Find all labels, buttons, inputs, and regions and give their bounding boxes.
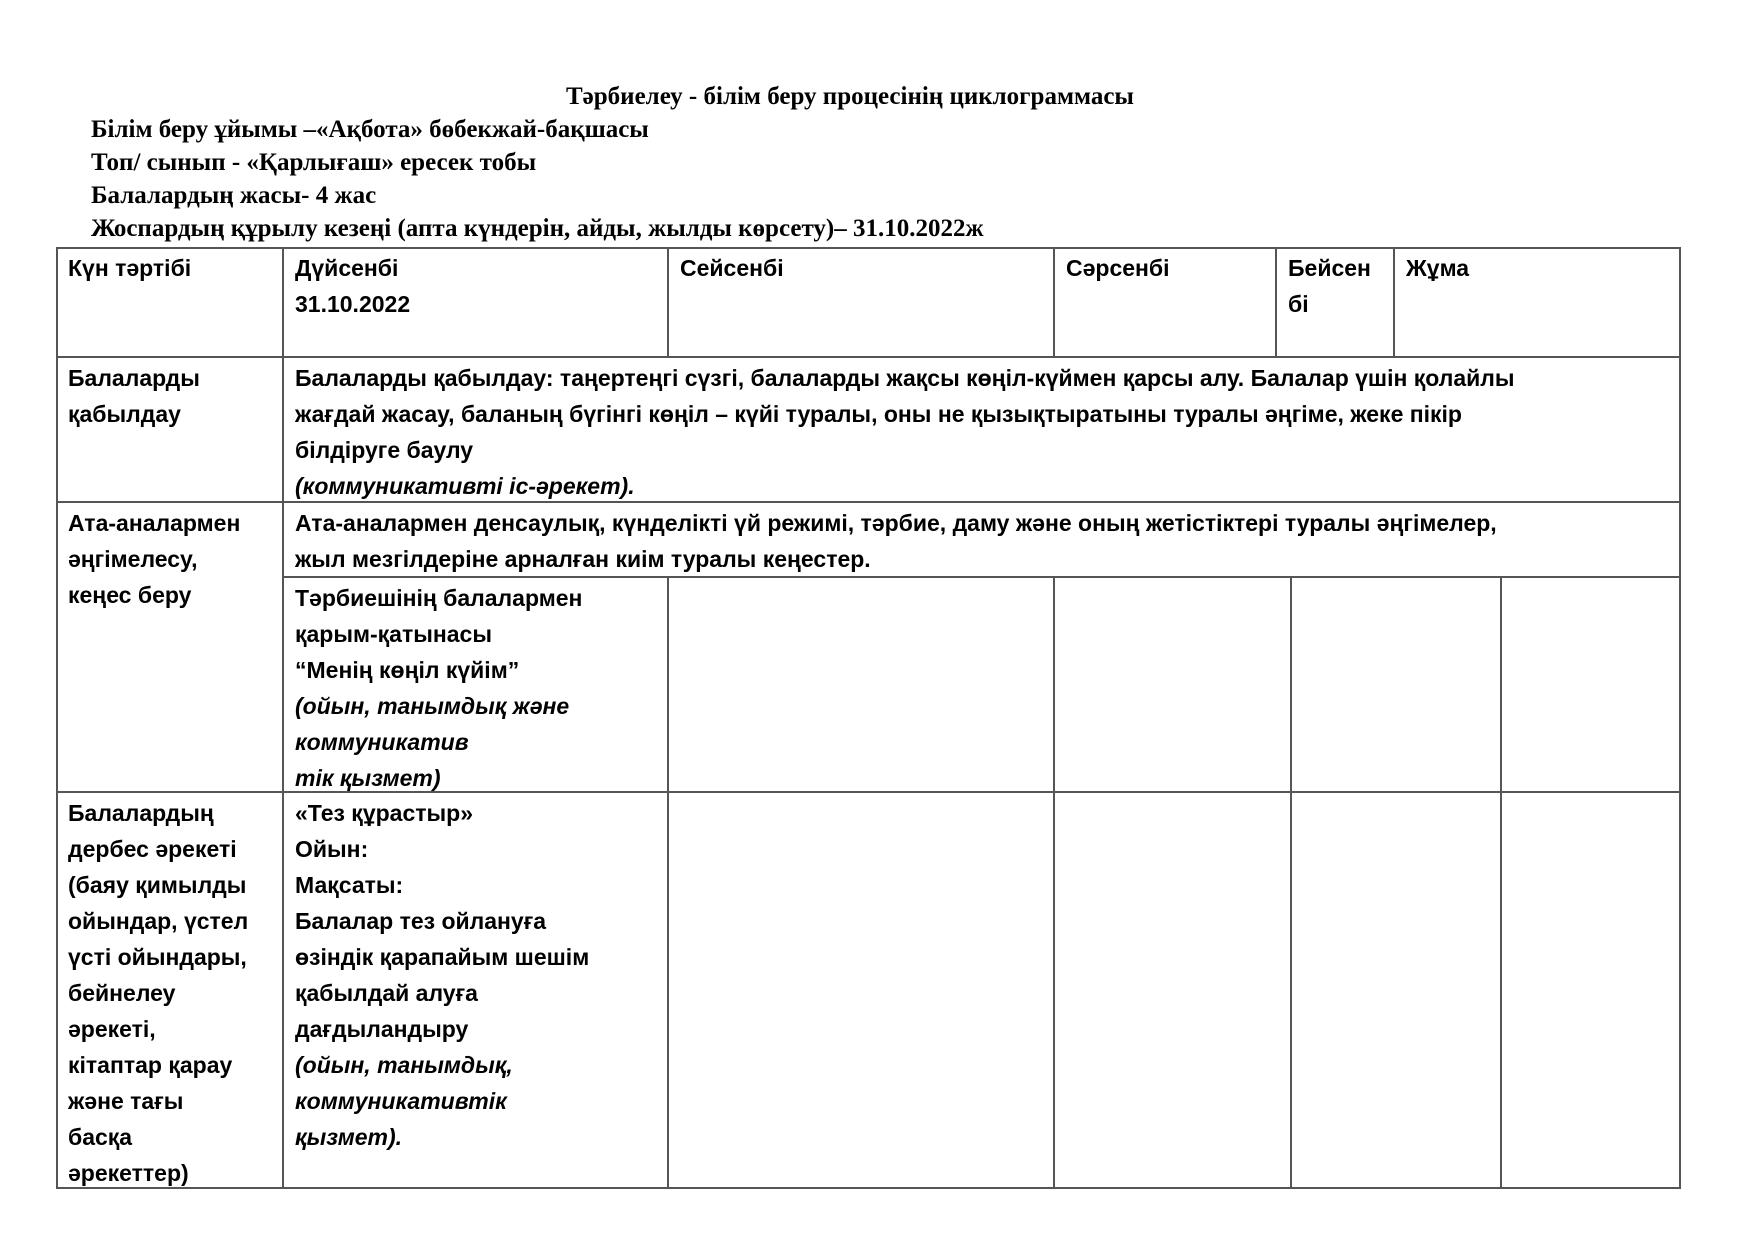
table-rule (282, 247, 284, 1189)
activity-type: қызмет). (295, 1124, 403, 1150)
document-title: Тәрбиелеу - білім беру процесінің циклограммасы (566, 83, 1134, 110)
monday-game-cell (295, 795, 589, 1155)
table-rule (667, 576, 669, 1189)
table-rule (56, 356, 1681, 358)
row-reception-content (295, 360, 1515, 504)
table-border-bottom (56, 1187, 1681, 1189)
content-line: “Менің көңіл күйім” (295, 657, 520, 683)
header-wednesday (1066, 250, 1170, 286)
period-line: Жоспардың құрылу кезеңі (апта күндерін, айды, жылды көрсету)– 31.10.2022ж (91, 215, 984, 242)
content-line: жыл мезгілдеріне арналған киім туралы кеңестер. (295, 546, 871, 572)
content-line: Ата-аналармен денсаулық, күнделікті үй режимі, тәрбие, даму және оның жетістіктері туралы әңгімелер, (295, 510, 1497, 536)
table-rule (1275, 247, 1277, 357)
activity-type: (коммуникативті іс-әрекет). (295, 473, 635, 499)
row-label-line: бейнелеу (68, 980, 176, 1006)
header-text: Жұма (1406, 255, 1470, 281)
organization-line: Білім беру ұйымы –«Ақбота» бөбекжай-бақшасы (91, 116, 649, 143)
activity-type: (ойын, танымдық, (295, 1052, 513, 1078)
row-label-line: Балаларды (68, 365, 200, 391)
content-line: Мақсаты: (295, 872, 404, 898)
header-text: Бейсен (1288, 255, 1371, 281)
row-label-line: және тағы (68, 1088, 184, 1114)
header-text: Сәрсенбі (1066, 255, 1170, 281)
content-line: дағдыландыру (295, 1016, 469, 1042)
activity-type: (ойын, танымдық және (295, 693, 570, 719)
content-line: жағдай жасау, баланың бүгінгі көңіл – күйі туралы, оны не қызықтыратыны туралы әңгіме, жеке пікір (295, 401, 1462, 427)
header-text: Дүйсенбі (295, 255, 399, 281)
row-label-line: кеңес беру (68, 582, 192, 608)
header-date: 31.10.2022 (295, 291, 411, 317)
activity-type: тік қызмет) (295, 765, 441, 791)
row-label-line: әңгімелесу, (68, 546, 198, 572)
row-label-line: Ата-аналармен (68, 510, 241, 536)
table-rule (1290, 576, 1292, 1189)
header-text: Сейсенбі (680, 255, 784, 281)
header-tuesday (680, 250, 784, 286)
row-label-line: ойындар, үстел (68, 908, 249, 934)
row-label-line: әрекеті, (68, 1016, 156, 1042)
activity-type: коммуникативтік (295, 1088, 507, 1114)
row-parents-label (68, 505, 240, 613)
table-border-right (1679, 247, 1681, 1189)
table-rule (1393, 247, 1395, 357)
table-rule (1053, 576, 1055, 1189)
content-line: қабылдай алуға (295, 980, 478, 1006)
row-label-line: әрекеттер) (68, 1160, 189, 1186)
content-line: Тәрбиешінің балалармен (295, 585, 583, 611)
monday-communication-cell (295, 580, 582, 796)
table-rule (1053, 247, 1055, 357)
header-text: бі (1288, 291, 1309, 317)
table-rule (1500, 576, 1502, 1189)
activity-type: коммуникатив (295, 729, 469, 755)
content-line: Ойын: (295, 836, 369, 862)
row-label-line: (баяу қимылды (68, 872, 247, 898)
table-rule (667, 247, 669, 357)
row-label-line: дербес әрекеті (68, 836, 237, 862)
content-line: Балалар тез ойлануға (295, 908, 547, 934)
content-line: қарым-қатынасы (295, 621, 492, 647)
row-label-line: басқа (68, 1124, 133, 1150)
row-label-line: қабылдау (68, 401, 181, 427)
header-friday (1406, 250, 1469, 286)
row-reception-label (68, 360, 200, 432)
header-monday (295, 250, 410, 322)
header-text: Күн тәртібі (68, 255, 192, 281)
row-label-line: кітаптар қарау (68, 1052, 233, 1078)
content-line: өзіндік қарапайым шешім (295, 944, 590, 970)
row-label-line: Балалардың (68, 800, 214, 826)
row-parents-content (295, 505, 1497, 577)
header-thursday (1288, 250, 1371, 322)
table-border-left (56, 247, 58, 1189)
header-daily-routine (68, 250, 191, 286)
row-label-line: үсті ойындары, (68, 944, 247, 970)
group-line: Топ/ сынып - «Қарлығаш» ересек тобы (91, 149, 537, 176)
age-line: Балалардың жасы- 4 жас (91, 182, 377, 209)
row-independent-activity-label (68, 795, 248, 1191)
table-border-top (56, 247, 1681, 249)
content-line: Балаларды қабылдау: таңертеңгі сүзгі, балаларды жақсы көңіл-күймен қарсы алу. Балалар үшін қолайлы (295, 365, 1515, 391)
content-line: білдіруге баулу (295, 437, 474, 463)
game-title: «Тез құрастыр» (295, 800, 473, 826)
